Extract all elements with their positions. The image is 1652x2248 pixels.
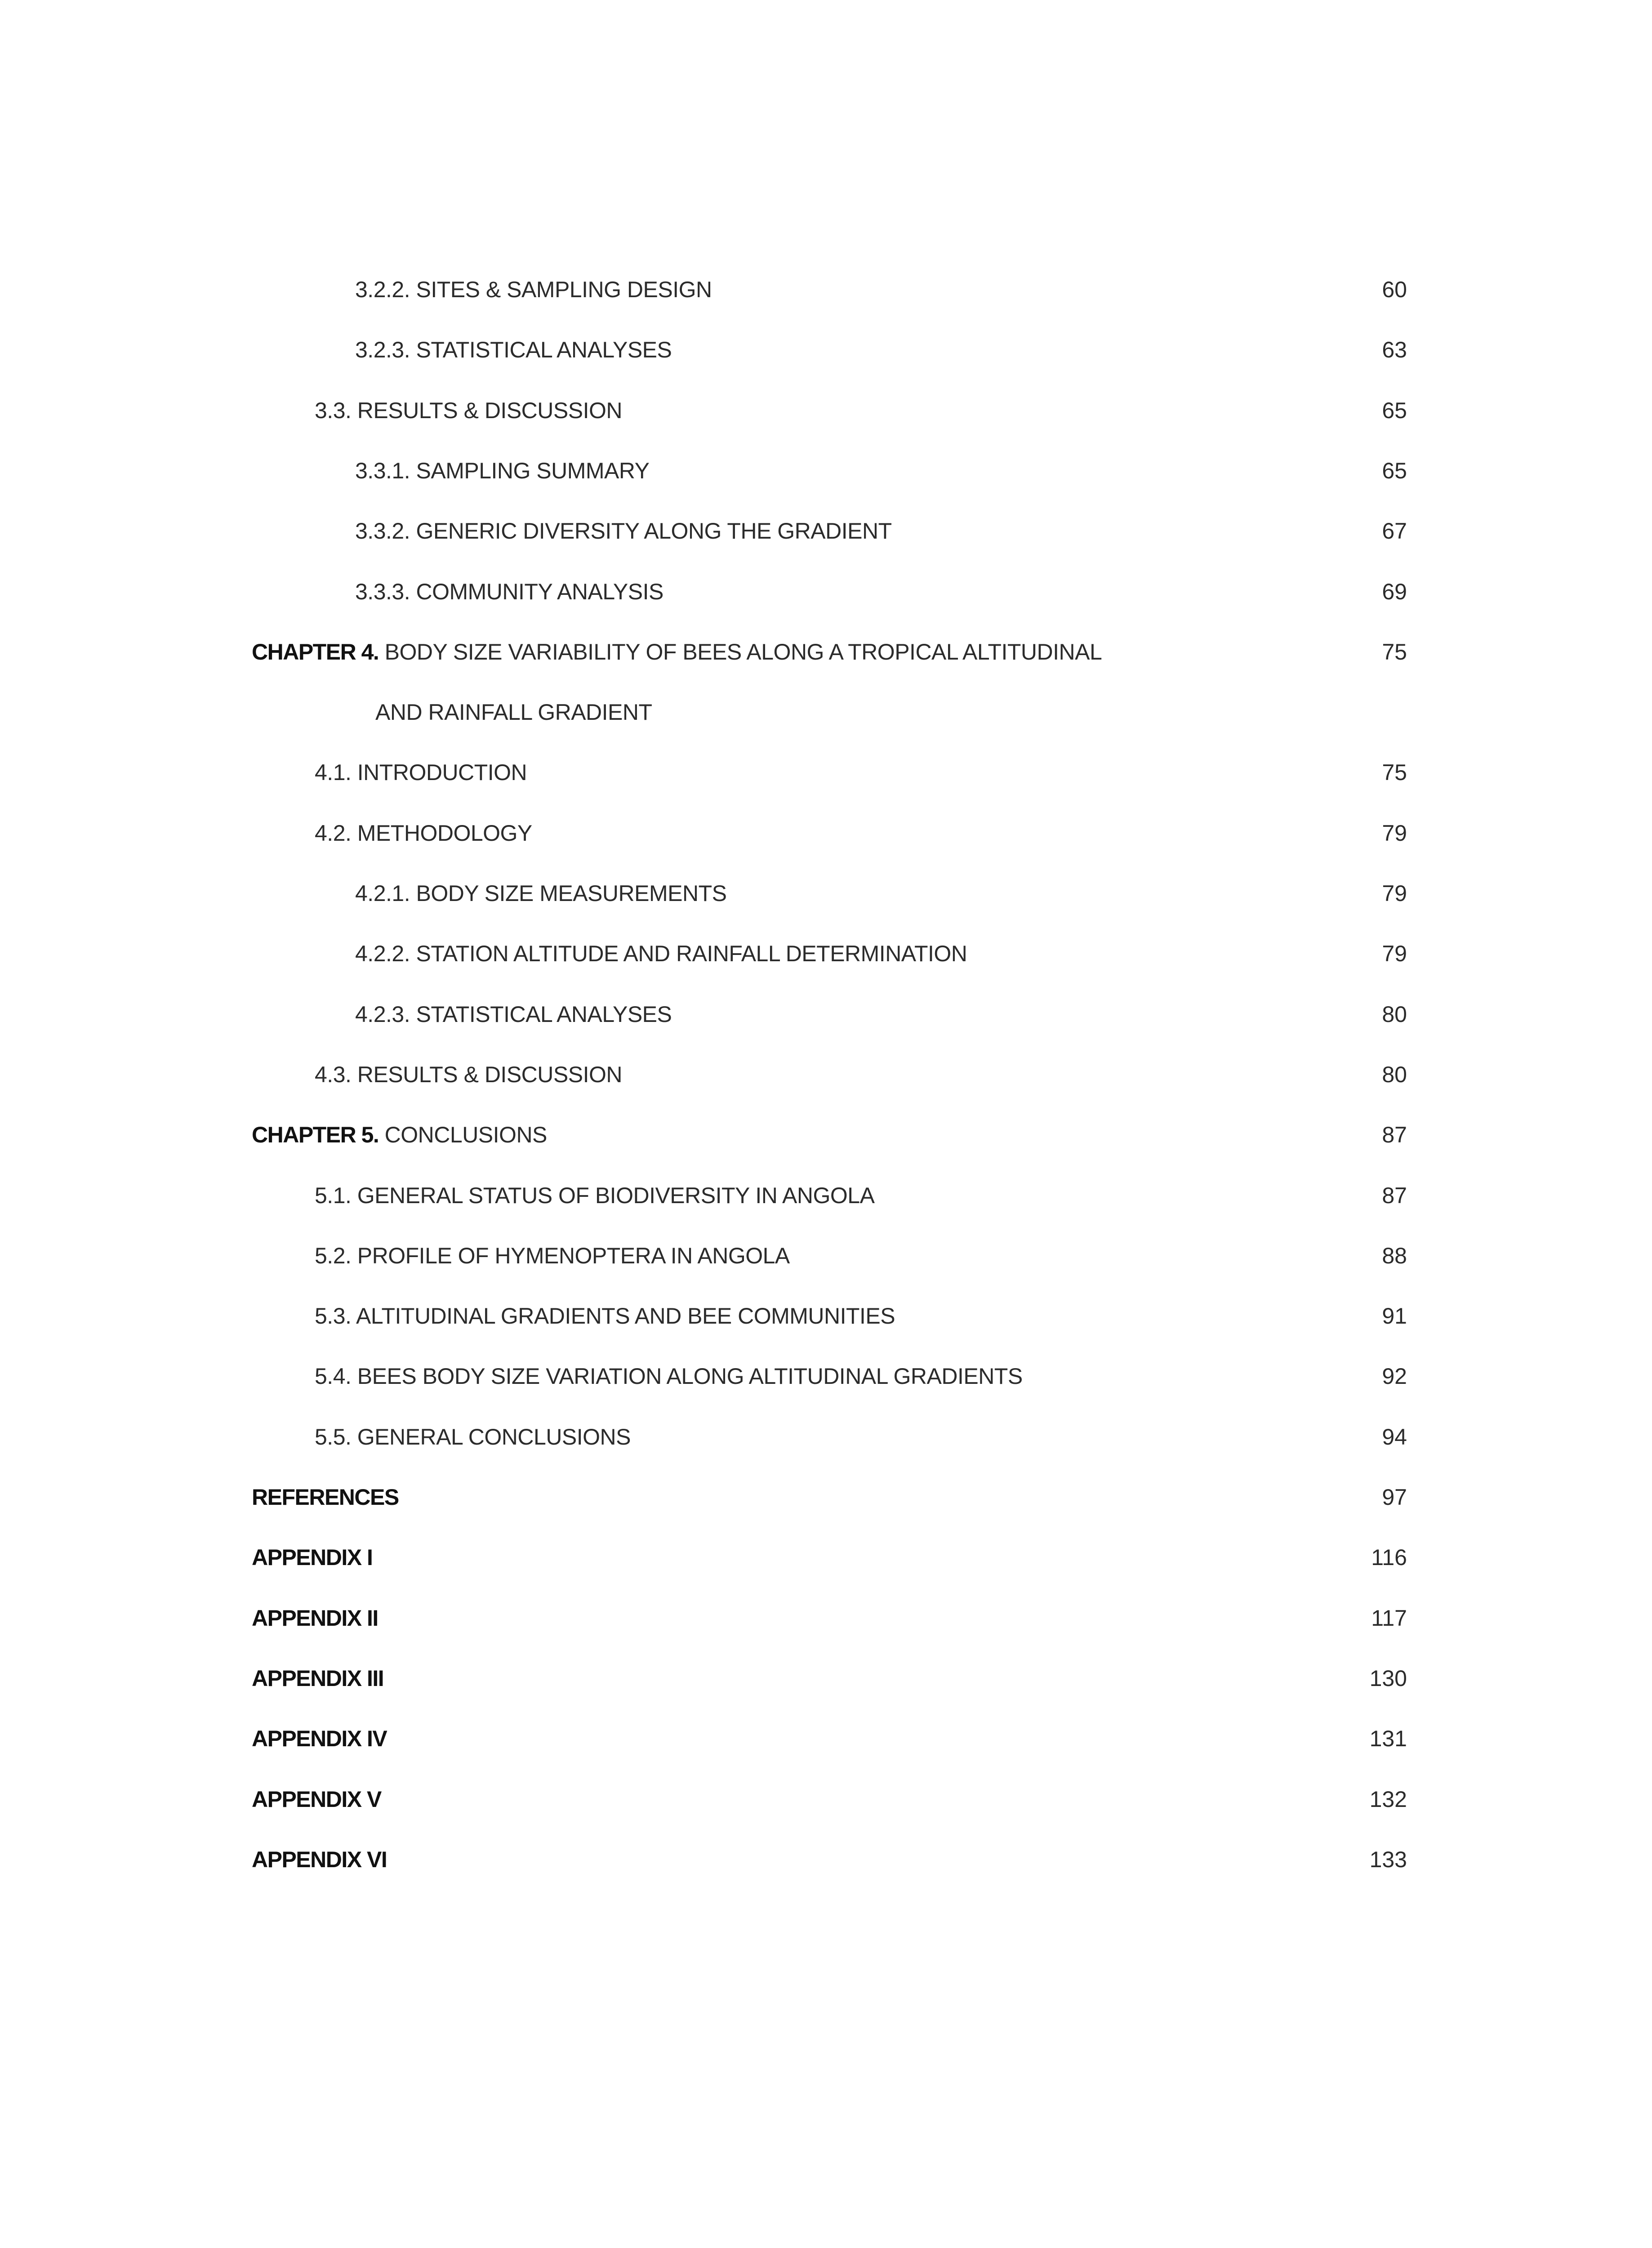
toc-entry-label: APPENDIX V	[252, 1787, 381, 1812]
toc-entry-label: REFERENCES	[252, 1485, 399, 1510]
toc-entry-title	[315, 811, 532, 856]
toc-entry-page-number: 91	[1382, 1303, 1407, 1329]
toc-entry	[0, 992, 1652, 1037]
toc-entry	[0, 1354, 1652, 1399]
toc-entry-title	[252, 1112, 547, 1157]
toc-entry-title	[252, 1475, 399, 1520]
toc-entry-label: APPENDIX VI	[252, 1847, 387, 1872]
toc-entry-page-number: 131	[1369, 1726, 1407, 1751]
toc-entry-page-number: 80	[1382, 1062, 1407, 1087]
toc-entry-page-number: 69	[1382, 579, 1407, 604]
toc-entry	[0, 1233, 1652, 1278]
toc-entry-title	[355, 992, 672, 1037]
toc-entry-text: 5.3. ALTITUDINAL GRADIENTS AND BEE COMMUNITIES	[315, 1303, 895, 1329]
toc-entry-page-number: 133	[1369, 1847, 1407, 1872]
toc-entry-label: CHAPTER 4.	[252, 639, 379, 665]
toc-entry-title	[355, 267, 712, 312]
toc-entry-text: 5.1. GENERAL STATUS OF BIODIVERSITY IN ANGOLA	[315, 1183, 875, 1208]
toc-entry-page-number: 87	[1382, 1183, 1407, 1208]
toc-entry-text: 4.2. METHODOLOGY	[315, 821, 532, 846]
toc-entry-title	[315, 1052, 622, 1097]
toc-entry-text: 4.3. RESULTS & DISCUSSION	[315, 1062, 622, 1087]
toc-entry-title	[355, 569, 663, 614]
toc-entry-page-number: 132	[1369, 1787, 1407, 1812]
toc-entry	[0, 327, 1652, 372]
toc-entry-page-number: 65	[1382, 398, 1407, 423]
toc-entry	[0, 448, 1652, 493]
toc-entry-label: APPENDIX I	[252, 1545, 373, 1570]
toc-entry-page-number: 117	[1371, 1606, 1407, 1631]
toc-entry-text: 4.2.1. BODY SIZE MEASUREMENTS	[355, 881, 727, 906]
toc-entry-title	[252, 1837, 387, 1882]
toc-entry-text: 5.2. PROFILE OF HYMENOPTERA IN ANGOLA	[315, 1243, 790, 1268]
toc-entry-title	[315, 388, 622, 433]
toc-entry-title	[375, 690, 652, 735]
toc-entry	[0, 1052, 1652, 1097]
toc-entry	[0, 1716, 1652, 1761]
toc-entry-label: APPENDIX III	[252, 1666, 384, 1691]
toc-entry-page-number: 130	[1369, 1666, 1407, 1691]
toc-entry-text: 3.3.1. SAMPLING SUMMARY	[355, 458, 650, 483]
toc-entry-text: 3.3. RESULTS & DISCUSSION	[315, 398, 622, 423]
toc-entry-text: CONCLUSIONS	[384, 1122, 547, 1147]
toc-entry	[0, 1475, 1652, 1520]
toc-entry-title	[315, 1173, 874, 1218]
toc-entry-page-number: 60	[1382, 277, 1407, 302]
toc-entry	[0, 1293, 1652, 1338]
toc-entry	[0, 508, 1652, 553]
toc-entry-title	[252, 1716, 387, 1761]
toc-entry-page-number: 116	[1371, 1545, 1407, 1570]
toc-entry-title	[252, 1535, 372, 1580]
toc-entry	[0, 750, 1652, 795]
toc-entry-page-number: 63	[1382, 337, 1407, 362]
toc-entry-page-number: 88	[1382, 1243, 1407, 1268]
toc-entry-page-number: 67	[1382, 518, 1407, 544]
toc-entry-text: 3.2.3. STATISTICAL ANALYSES	[355, 337, 672, 362]
toc-entry-text: 3.3.3. COMMUNITY ANALYSIS	[355, 579, 663, 604]
toc-entry	[0, 931, 1652, 976]
toc-entry-text: 4.2.2. STATION ALTITUDE AND RAINFALL DETERMINATION	[355, 941, 967, 966]
toc-entry	[0, 690, 1652, 735]
toc-entry	[0, 1173, 1652, 1218]
toc-entry-title	[355, 871, 726, 916]
toc-entry-title	[355, 448, 649, 493]
toc-entry-text: BODY SIZE VARIABILITY OF BEES ALONG A TROPICAL ALTITUDINAL	[384, 639, 1102, 665]
toc-entry	[0, 811, 1652, 856]
toc-entry	[0, 629, 1652, 674]
toc-entry-title	[315, 1354, 1023, 1399]
toc-entry-text: 5.5. GENERAL CONCLUSIONS	[315, 1424, 631, 1450]
toc-entry-title	[252, 1656, 383, 1701]
toc-entry-title	[355, 508, 892, 553]
toc-entry	[0, 1535, 1652, 1580]
toc-entry	[0, 1414, 1652, 1459]
toc-entry-title	[355, 327, 672, 372]
toc-entry-text: 4.1. INTRODUCTION	[315, 760, 527, 785]
toc-entry	[0, 1112, 1652, 1157]
toc-entry-text: 3.2.2. SITES & SAMPLING DESIGN	[355, 277, 712, 302]
toc-entry-title	[315, 1233, 790, 1278]
toc-entry-page-number: 80	[1382, 1002, 1407, 1027]
toc-entry-title	[252, 1777, 381, 1822]
toc-entry-title	[252, 629, 1102, 674]
toc-entry-page-number: 94	[1382, 1424, 1407, 1450]
toc-entry	[0, 267, 1652, 312]
toc-entry-page-number: 97	[1382, 1485, 1407, 1510]
toc-entry	[0, 1777, 1652, 1822]
toc-entry	[0, 388, 1652, 433]
toc-entry-page-number: 92	[1382, 1364, 1407, 1389]
toc-entry-page-number: 79	[1382, 821, 1407, 846]
toc-entry-page-number: 79	[1382, 941, 1407, 966]
toc-entry-title	[315, 1293, 895, 1338]
toc-entry-label: CHAPTER 5.	[252, 1122, 379, 1147]
toc-entry	[0, 569, 1652, 614]
toc-entry	[0, 1596, 1652, 1641]
toc-entry-title	[315, 1414, 631, 1459]
toc-entry-page-number: 75	[1382, 760, 1407, 785]
toc-entry-page-number: 87	[1382, 1122, 1407, 1147]
toc-entry-label: APPENDIX II	[252, 1606, 378, 1631]
toc-entry-text: 5.4. BEES BODY SIZE VARIATION ALONG ALTITUDINAL GRADIENTS	[315, 1364, 1023, 1389]
toc-entry-page-number: 65	[1382, 458, 1407, 483]
toc-entry-title	[252, 1596, 378, 1641]
toc-entry	[0, 871, 1652, 916]
toc-entry	[0, 1656, 1652, 1701]
toc-entry-page-number: 75	[1382, 639, 1407, 665]
toc-entry-title	[355, 931, 967, 976]
toc-entry-text: 3.3.2. GENERIC DIVERSITY ALONG THE GRADIENT	[355, 518, 892, 544]
toc-entry-text: AND RAINFALL GRADIENT	[375, 700, 652, 725]
toc-entry-title	[315, 750, 527, 795]
toc-entry-label: APPENDIX IV	[252, 1726, 387, 1751]
toc-entry-page-number: 79	[1382, 881, 1407, 906]
toc-entry	[0, 1837, 1652, 1882]
toc-entry-text: 4.2.3. STATISTICAL ANALYSES	[355, 1002, 672, 1027]
